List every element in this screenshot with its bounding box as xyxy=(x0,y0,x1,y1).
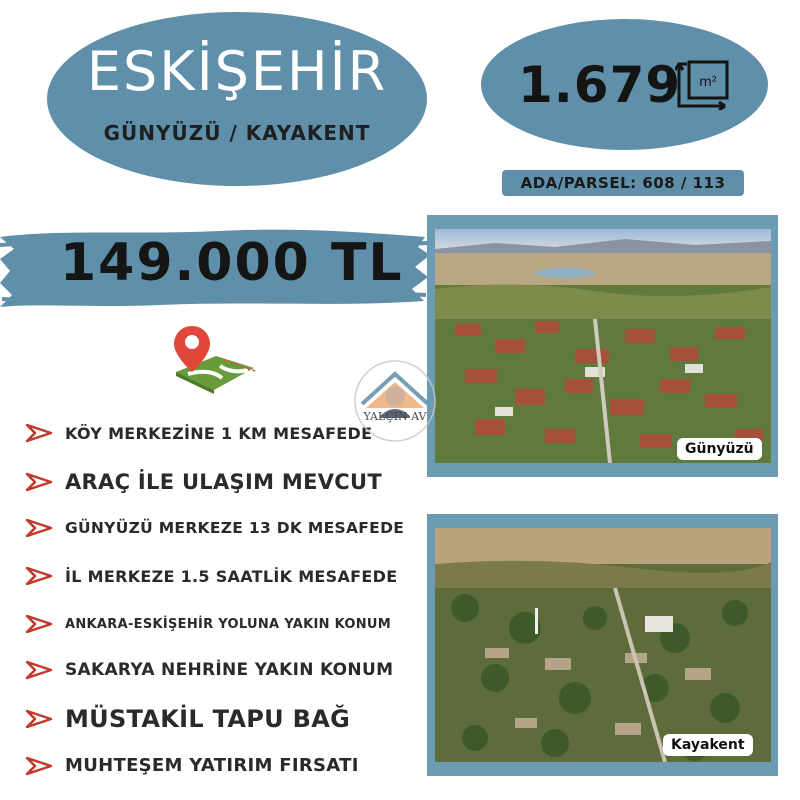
feature-text: KÖY MERKEZİNE 1 KM MESAFEDE xyxy=(65,423,373,443)
chevron-arrow-icon xyxy=(25,566,53,586)
price-text: 149.000 TL xyxy=(60,233,404,293)
photo-label-gunyuzu: Günyüzü xyxy=(677,438,762,460)
area-unit: m² xyxy=(699,75,717,90)
feature-item xyxy=(25,755,359,776)
feature-item xyxy=(25,566,397,586)
photo-label-kayakent: Kayakent xyxy=(663,734,753,756)
watermark-text: YALÇIN AV xyxy=(363,410,427,423)
feature-text: MUHTEŞEM YATIRIM FIRSATI xyxy=(65,755,359,776)
chevron-arrow-icon xyxy=(25,709,53,729)
village-photo-gunyuzu xyxy=(435,229,771,463)
city-title: ESKİŞEHİR xyxy=(86,40,388,103)
chevron-arrow-icon xyxy=(25,423,53,443)
feature-item xyxy=(25,423,372,443)
feature-item xyxy=(25,518,404,538)
feature-item xyxy=(25,660,393,680)
chevron-arrow-icon xyxy=(25,660,53,680)
feature-item xyxy=(25,614,391,634)
area-square-icon xyxy=(675,58,733,110)
chevron-arrow-icon xyxy=(25,518,53,538)
chevron-arrow-icon xyxy=(25,472,53,492)
feature-text: İL MERKEZE 1.5 SAATLİK MESAFEDE xyxy=(65,566,398,586)
feature-item xyxy=(25,705,350,733)
feature-text: MÜSTAKİL TAPU BAĞ xyxy=(65,705,351,733)
chevron-arrow-icon xyxy=(25,614,53,634)
map-pin-icon xyxy=(170,322,260,402)
village-photo-kayakent xyxy=(435,528,771,762)
feature-item xyxy=(25,470,382,494)
feature-text: ARAÇ İLE ULAŞIM MEVCUT xyxy=(65,470,382,494)
feature-text: SAKARYA NEHRİNE YAKIN KONUM xyxy=(65,660,394,680)
feature-text: ANKARA-ESKİŞEHİR YOLUNA YAKIN KONUM xyxy=(65,616,391,632)
parcel-badge: ADA/PARSEL: 608 / 113 xyxy=(502,170,744,196)
watermark-logo xyxy=(352,358,438,444)
chevron-arrow-icon xyxy=(25,756,53,776)
area-value: 1.679 xyxy=(518,56,682,114)
location-subtitle: GÜNYÜZÜ / KAYAKENT xyxy=(103,121,371,145)
feature-text: GÜNYÜZÜ MERKEZE 13 DK MESAFEDE xyxy=(65,519,405,537)
